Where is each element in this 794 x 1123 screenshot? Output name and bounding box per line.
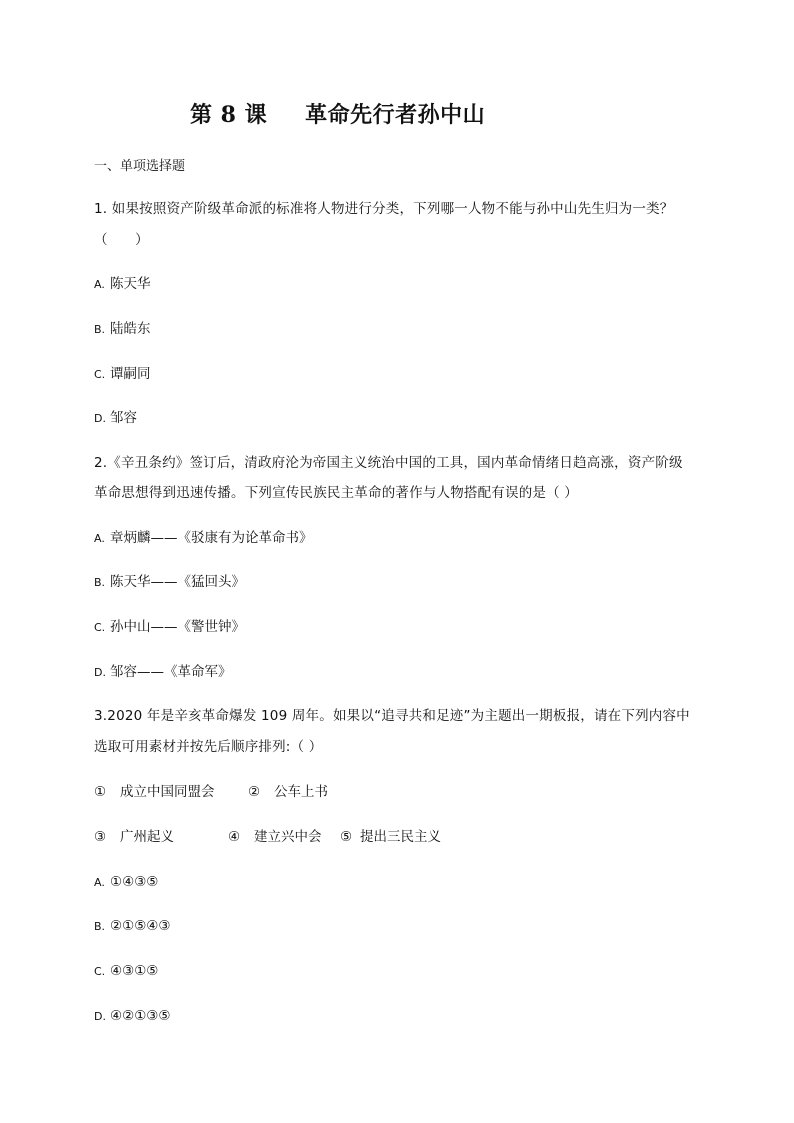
- lesson-number: 第 8 课: [190, 102, 268, 128]
- q1-option-a: A. 陈天华: [94, 276, 151, 292]
- q3-item-2: ② 公车上书: [248, 784, 328, 800]
- q2-option-b: B. 陈天华——《猛回头》: [94, 574, 245, 590]
- page-title: [190, 104, 485, 126]
- q3-item-1: ① 成立中国同盟会: [94, 784, 215, 800]
- q3-item-5: ⑤ 提出三民主义: [340, 829, 441, 845]
- question-3-line-2: 选取可用素材并按先后顺序排列:（ ）: [94, 739, 323, 755]
- q3-item-4: ④ 建立兴中会: [228, 829, 322, 845]
- question-2-line-2: 革命思想得到迅速传播。下列宣传民族民主革命的著作与人物搭配有误的是（ ）: [94, 485, 578, 501]
- q3-option-a: A. ①④③⑤: [94, 874, 159, 890]
- question-1-line-2: （ ）: [94, 232, 149, 248]
- q1-option-c: C. 谭嗣同: [94, 366, 151, 382]
- question-2-line-1: 2.《辛丑条约》签订后，清政府沦为帝国主义统治中国的工具，国内革命情绪日趋高涨，资产阶级: [94, 455, 683, 471]
- q3-item-3: ③ 广州起义: [94, 829, 174, 845]
- q2-option-a: A. 章炳麟——《驳康有为论革命书》: [94, 530, 313, 546]
- q3-option-d: D. ④②①③⑤: [94, 1008, 171, 1024]
- q1-option-b: B. 陆皓东: [94, 321, 151, 337]
- q1-option-d: D. 邹容: [94, 410, 137, 426]
- section-heading: 一、单项选择题: [94, 159, 186, 174]
- q2-option-d: D. 邹容——《革命军》: [94, 664, 232, 680]
- q3-option-b: B. ②①⑤④③: [94, 918, 171, 934]
- question-3-line-1: 3.2020 年是辛亥革命爆发 109 周年。如果以“追寻共和足迹”为主题出一期板报，请在下列内容中: [94, 708, 690, 724]
- q2-option-c: C. 孙中山——《警世钟》: [94, 619, 245, 635]
- lesson-name: 革命先行者孙中山: [305, 102, 486, 128]
- question-1-line-1: 1. 如果按照资产阶级革命派的标准将人物进行分类，下列哪一人物不能与孙中山先生归为一类？: [94, 201, 674, 217]
- q3-option-c: C. ④③①⑤: [94, 963, 159, 979]
